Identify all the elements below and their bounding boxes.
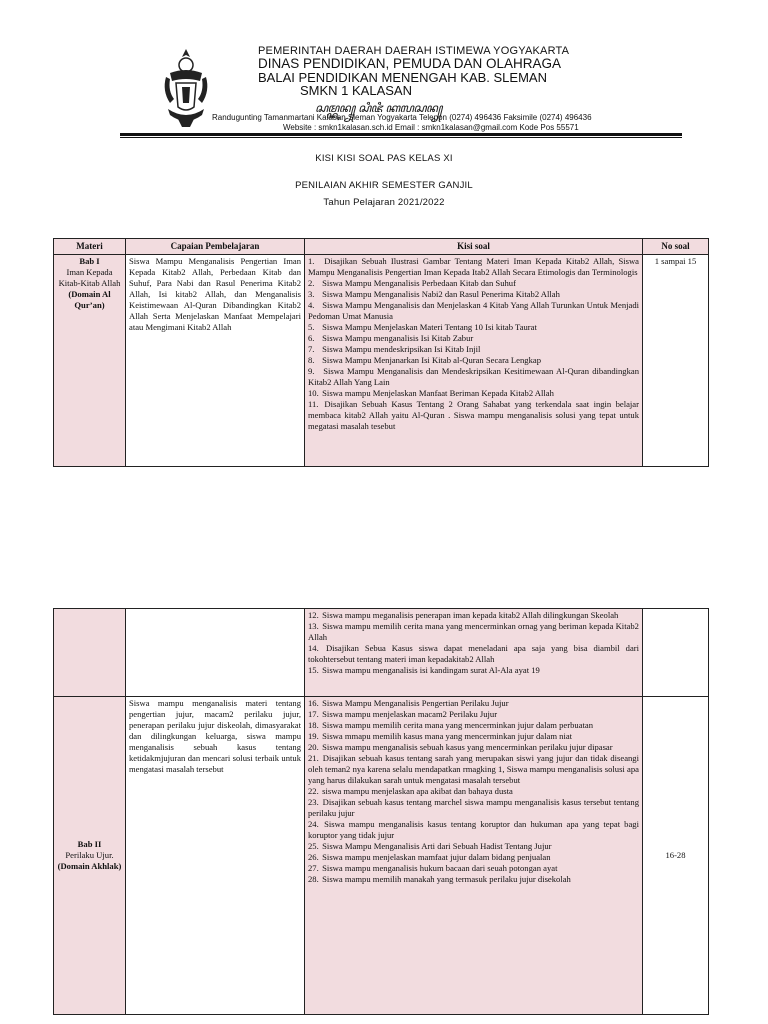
list-item-number: 12. — [308, 610, 319, 620]
list-item — [308, 731, 639, 742]
list-item — [308, 322, 639, 333]
materi-bab: Bab II — [77, 839, 102, 849]
list-item-text: Siswa mampu menjelaskan mamfaat jujur dalam bidang penjualan — [322, 852, 551, 862]
header-no-soal: No soal — [643, 239, 709, 255]
list-item-text: Siswa mampu menganalisis kasus tentang koruptor dan hukuman apa yang tepat bagi koruptor yang tidak jujur — [308, 819, 639, 840]
letterhead-line-3: BALAI PENDIDIKAN MENENGAH KAB. SLEMAN — [258, 70, 547, 85]
list-item-number: 22. — [308, 786, 319, 796]
capaian-cell-empty — [126, 609, 305, 697]
list-item-text: Siswa mampu menganalisis sebuah kasus yang mencerminkan perilaku jujur dipasar — [322, 742, 613, 752]
list-item — [308, 720, 639, 731]
list-item-text: Siswa mmapu memilih kasus mana yang mencerminkan jujur dalam niat — [322, 731, 573, 741]
list-item-number: 20. — [308, 742, 319, 752]
list-item-text: Disajikan sebuah kasus tentang sarah yang merupakan siswi yang jujur dan tidak diseangi oleh teman2 nya karena selalu mendapatkan rmagking 1, Siswa mampu menganalisis solusi apa yang harus dilakukan sarah untuk mengatasi masalah tersebut — [308, 753, 639, 785]
materi-bab: Bab I — [79, 256, 100, 266]
list-item-number: 9. — [308, 366, 315, 376]
list-item — [308, 709, 639, 720]
list-item-number: 13. — [308, 621, 319, 631]
government-seal-logo — [160, 47, 212, 129]
list-item-number: 24. — [308, 819, 319, 829]
list-item-number: 15. — [308, 665, 319, 675]
list-item — [308, 399, 639, 432]
table-row — [54, 697, 709, 1015]
list-item-number: 8. — [308, 355, 315, 365]
list-item-number: 11. — [308, 399, 319, 409]
letterhead-line-2: DINAS PENDIDIKAN, PEMUDA DAN OLAHRAGA — [258, 56, 562, 71]
list-item-text: Siswa Mampu Menganalisis dan Menjelaskan 4 Kitab Yang Allah Turunkan Untuk Menjadi Pedoman Umat Manusia — [308, 300, 639, 321]
list-item-number: 2. — [308, 278, 315, 288]
list-item — [308, 753, 639, 786]
list-item-number: 4. — [308, 300, 315, 310]
list-item-number: 10. — [308, 388, 319, 398]
kisi-soal-list — [308, 698, 639, 885]
list-item — [308, 852, 639, 863]
materi-domain: (Domain Akhlak) — [57, 861, 122, 871]
list-item-number: 23. — [308, 797, 319, 807]
list-item-text: Siswa Mampu Menganalisis Perbedaan Kitab dan Suhuf — [322, 278, 516, 288]
list-item-text: Siswa Mampu menganalisis Isi Kitab Zabur — [322, 333, 474, 343]
list-item-text: Siswa Mampu Menjanarkan Isi Kitab al-Quran Secara Lengkap — [322, 355, 541, 365]
header-materi: Materi — [54, 239, 126, 255]
list-item — [308, 786, 639, 797]
header-capaian: Capaian Pembelajaran — [126, 239, 305, 255]
list-item-number: 18. — [308, 720, 319, 730]
list-item — [308, 344, 639, 355]
kisi-soal-cell — [305, 255, 643, 467]
letterhead-school-name: SMKN 1 KALASAN — [300, 83, 412, 98]
list-item-text: Siswa mampu Menjelaskan Manfaat Beriman Kepada Kitab2 Allah — [322, 388, 554, 398]
javanese-script-line: ꦱꦩ꧀ꦏꦤ꧀ ꦱꦶꦗꦶ ꦏꦭꦱꦤ꧀ — [315, 101, 442, 115]
letterhead-address: Randugunting Tamanmartani Kalasan Sleman Yogyakarta Telepon (0274) 496436 Faksimile (0274) 496436 — [212, 113, 592, 122]
list-item-number: 19. — [308, 731, 319, 741]
header-kisi-soal: Kisi soal — [305, 239, 643, 255]
no-soal-cell-empty — [643, 609, 709, 697]
list-item — [308, 874, 639, 885]
document-title: KISI KISI SOAL PAS KELAS XI — [315, 153, 453, 164]
materi-title: Perilaku Ujur. — [65, 850, 114, 860]
materi-cell-empty — [54, 609, 126, 697]
letterhead-divider-thin — [120, 137, 682, 138]
list-item-number: 5. — [308, 322, 315, 332]
academic-year: Tahun Pelajaran 2021/2022 — [323, 197, 445, 208]
materi-domain: (Domain Al Qur’an) — [68, 289, 111, 310]
materi-cell — [54, 255, 126, 467]
list-item-text: Siswa mampu memilih cerita mana yang mencerminkan ornag yang beriman kepada Kitab2 Allah — [308, 621, 639, 642]
list-item-number: 17. — [308, 709, 319, 719]
list-item-text: Disajikan Sebuah Kasus Tentang 2 Orang Sahabat yang terkendala saat ingin belajar membaca kitab2 Allah yaitu Al-Quran . Siswa mampu menganalisis solusi yang tepat untuk megatasi masalah tesebut — [308, 399, 639, 431]
list-item — [308, 819, 639, 841]
list-item-text: Disajikan sebuah kasus tentang marchel siswa mampu menganalisis kasus tersebut tentang perilaku jujur — [308, 797, 639, 818]
list-item-text: siswa mampu menjelaskan apa akibat dan bahaya dusta — [322, 786, 513, 796]
list-item — [308, 665, 639, 676]
list-item — [308, 698, 639, 709]
list-item-text: Siswa mampu menganalisis isi kandingam surat Al-Ala ayat 19 — [322, 665, 540, 675]
list-item-number: 26. — [308, 852, 319, 862]
table-header-row — [54, 239, 709, 255]
list-item-number: 25. — [308, 841, 319, 851]
list-item-number: 28. — [308, 874, 319, 884]
list-item-number: 6. — [308, 333, 315, 343]
table-row — [54, 255, 709, 467]
materi-cell — [54, 697, 126, 1015]
list-item — [308, 366, 639, 388]
letterhead-divider — [120, 133, 682, 136]
list-item — [308, 355, 639, 366]
list-item-text: Siswa Mampu Menganalisis dan Mendeskripsikan Kesitimewaan Al-Quran dibandingkan Kitab2 Allah Yang Lain — [308, 366, 640, 387]
list-item-text: Siswa mampu menganalisis hukum bacaan dari seuah potongan ayat — [322, 863, 558, 873]
capaian-cell: Siswa Mampu Menganalisis Pengertian Iman Kepada Kitab2 Allah, Perbedaan Kitab dan Suhuf, Para Nabi dan Rasul Penerima Kitab2 Allah, Isi kitab2 Allah, dan Menganalisis Keistimewaan Al-Quran Dibandingkan Kitab2 Allah Serta Menjelaskan Manfaat Mempelajari atau Mengimani Kitab2 Allah — [126, 255, 305, 467]
list-item-number: 1. — [308, 256, 315, 266]
list-item-text: Siswa Mampu Menjelaskan Materi Tentang 10 Isi kitab Taurat — [322, 322, 537, 332]
list-item-number: 14. — [308, 643, 319, 653]
list-item-text: Siswa Mampu Menganalisis Arti dari Sebuah Hadist Tentang Jujur — [322, 841, 552, 851]
capaian-cell: Siswa mampu menganalisis materi tentang pengertian jujur, macam2 perilaku jujur, penerapan perilaku jujur diskeolah, dimasyarakat dan dilingkungan keluarga, siswa mampu menganalisis sebuah kasus tentang ketidakmjujuran dan mencari solusi terbaik untuk mengatasi masalah tersebut — [126, 697, 305, 1015]
list-item-text: Siswa Mampu Menganalisis Nabi2 dan Rasul Penerima Kitab2 Allah — [322, 289, 560, 299]
list-item — [308, 841, 639, 852]
list-item — [308, 256, 639, 278]
list-item-text: Siswa Mampu Menganalisis Pengertian Perilaku Jujur — [322, 698, 509, 708]
table-row — [54, 609, 709, 697]
kisi-soal-list — [308, 256, 639, 432]
materi-title: Iman Kepada Kitab-Kitab Allah — [58, 267, 121, 288]
list-item-text: Siswa mampu memilih manakah yang termasuk perilaku jujur disekolah — [322, 874, 571, 884]
list-item — [308, 610, 639, 621]
list-item-text: Siswa mampu meganalisis penerapan iman kepada kitab2 Allah dilingkungan Skeolah — [322, 610, 619, 620]
list-item — [308, 333, 639, 344]
list-item-text: Disajikan Sebua Kasus siswa dapat meneladani apa saja yang bisa diambil dari tokohtersebut tentang materi iman kepadakitab2 Allah — [308, 643, 640, 664]
no-soal-cell: 16-28 — [643, 697, 709, 1015]
kisi-kisi-table-2 — [53, 608, 709, 1015]
kisi-soal-cell — [305, 609, 643, 697]
letterhead-contact: Website : smkn1kalasan.sch.id Email : smkn1kalasan@gmail.com Kode Pos 55571 — [283, 123, 579, 132]
kisi-kisi-table-1 — [53, 238, 709, 467]
list-item — [308, 278, 639, 289]
document-subtitle: PENILAIAN AKHIR SEMESTER GANJIL — [295, 180, 473, 191]
list-item-number: 27. — [308, 863, 319, 873]
list-item — [308, 863, 639, 874]
no-soal-cell: 1 sampai 15 — [643, 255, 709, 467]
list-item — [308, 289, 639, 300]
list-item — [308, 643, 639, 665]
list-item-text: Siswa mampu memilih cerita mana yang mencerminkan jujur dalam perbuatan — [322, 720, 594, 730]
list-item — [308, 388, 639, 399]
list-item-text: Siswa Mampu mendeskripsikan Isi Kitab Injil — [322, 344, 481, 354]
list-item — [308, 300, 639, 322]
list-item-text: Siswa mampu menjelaskan macam2 Perilaku Jujur — [322, 709, 498, 719]
list-item-number: 16. — [308, 698, 319, 708]
list-item-number: 7. — [308, 344, 315, 354]
list-item-text: Disajikan Sebuah Ilustrasi Gambar Tentang Materi Iman Kepada Kitab2 Allah, Siswa Mampu Menganalisis Pengertian Iman Kepada Itab2 Allah Secara Etimologis dan Terminologis — [308, 256, 639, 277]
kisi-soal-cell — [305, 697, 643, 1015]
list-item — [308, 621, 639, 643]
list-item — [308, 742, 639, 753]
kisi-soal-list-continued — [308, 610, 639, 676]
list-item-number: 21. — [308, 753, 319, 763]
list-item-number: 3. — [308, 289, 315, 299]
list-item — [308, 797, 639, 819]
letterhead-line-1: PEMERINTAH DAERAH DAERAH ISTIMEWA YOGYAKARTA — [258, 45, 570, 57]
